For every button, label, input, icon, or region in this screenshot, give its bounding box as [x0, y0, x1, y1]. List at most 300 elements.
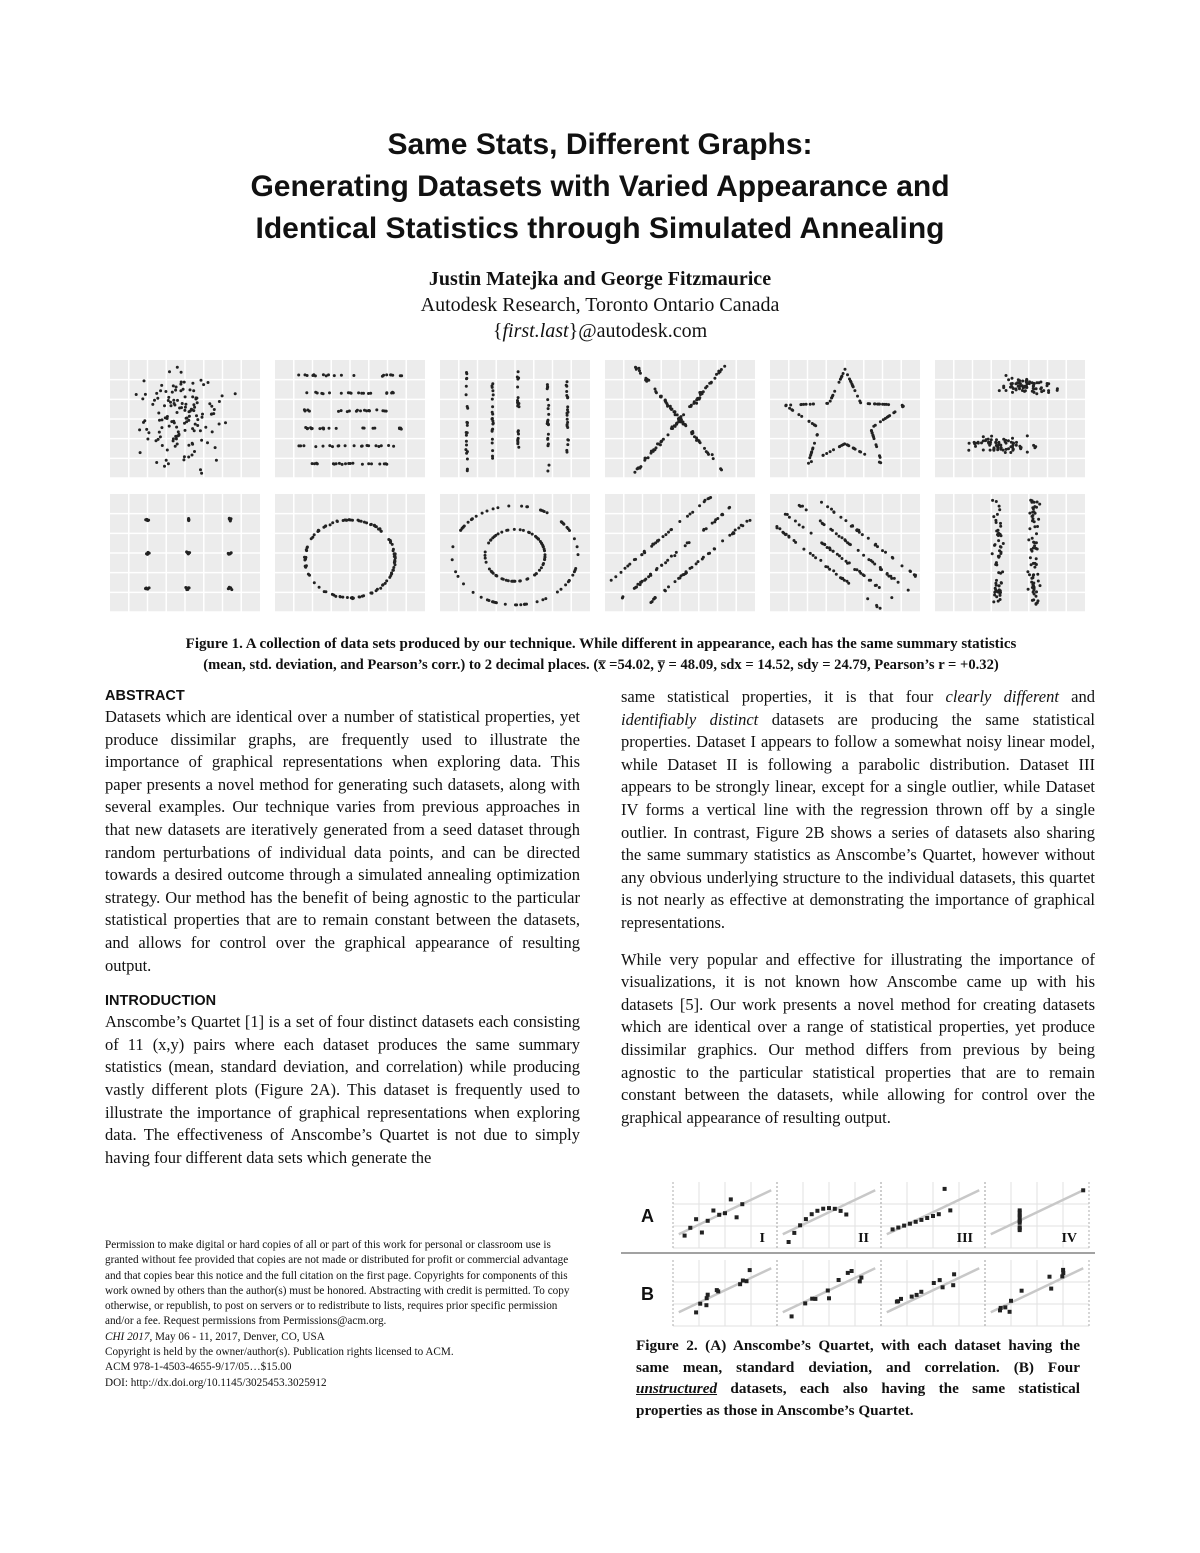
figure-1-point	[218, 423, 221, 426]
figure-1-point	[502, 578, 505, 581]
figure-1-point	[801, 505, 804, 508]
figure-1-point	[303, 556, 306, 559]
figure-1-point	[982, 435, 985, 438]
figure-2-point	[827, 1206, 831, 1210]
figure-1-point	[993, 447, 996, 450]
abstract-heading: ABSTRACT	[105, 688, 185, 704]
figure-1-point	[196, 401, 199, 404]
figure-2-point	[1009, 1299, 1013, 1303]
figure-1-point	[866, 597, 869, 600]
figure-1-point	[643, 551, 646, 554]
figure-1-point	[996, 513, 999, 516]
figure-1-point	[167, 462, 170, 465]
figure-1-point	[200, 379, 203, 382]
figure-1-point	[321, 427, 324, 430]
figure-2-point	[821, 1207, 825, 1211]
figure-1-point	[392, 445, 395, 448]
figure-1-panel-bullseye	[440, 494, 590, 616]
figure-1-point	[839, 516, 842, 519]
figure-1-point	[324, 525, 327, 528]
figure-1-point	[467, 521, 470, 524]
figure-1-point	[990, 438, 993, 441]
figure-1-point	[987, 442, 990, 445]
figure-1-point	[306, 374, 309, 377]
figure-1-point	[695, 436, 698, 439]
figure-1-point	[184, 586, 187, 589]
figure-1-point	[337, 445, 340, 448]
figure-1-point	[855, 529, 858, 532]
figure-2-point	[723, 1211, 727, 1215]
figure-1-point	[810, 460, 813, 463]
figure-1-point	[494, 534, 497, 537]
figure-1-point	[228, 586, 231, 589]
figure-1-point	[1005, 448, 1008, 451]
figure-1-point	[546, 387, 549, 390]
figure-1-point	[313, 462, 316, 465]
figure-1-point	[699, 391, 702, 394]
figure-1-point	[848, 378, 851, 381]
figure-1-point	[1024, 389, 1027, 392]
figure-1-point	[1011, 437, 1014, 440]
figure-1-point	[465, 444, 468, 447]
figure-1-point	[155, 392, 158, 395]
figure-1-point	[153, 399, 156, 402]
figure-1-point	[175, 386, 178, 389]
figure-1-point	[1000, 581, 1003, 584]
figure-1-point	[1032, 541, 1035, 544]
figure-1-point	[520, 505, 523, 508]
figure-1-point	[794, 541, 797, 544]
figure-1-point	[189, 388, 192, 391]
figure-1-point	[876, 403, 879, 406]
figure-1-point	[826, 505, 829, 508]
figure-1-point	[651, 450, 654, 453]
email-domain: }@autodesk.com	[568, 320, 708, 342]
figure-2-point	[839, 1209, 843, 1213]
figure-1-point	[517, 446, 520, 449]
figure-1-point	[721, 513, 724, 516]
paper-title	[0, 124, 1200, 250]
figure-1-point	[654, 596, 657, 599]
figure-1-point	[1005, 374, 1008, 377]
figure-1-point	[322, 392, 325, 395]
figure-1-point	[328, 391, 331, 394]
figure-2-point	[859, 1276, 863, 1280]
figure-1-panel-random-cloud	[110, 360, 260, 498]
figure-1-point	[686, 515, 689, 518]
figure-1-point	[568, 529, 571, 532]
figure-1-point	[664, 399, 667, 402]
figure-1-point	[313, 533, 316, 536]
figure-1-point	[385, 373, 388, 376]
figure-1-point	[363, 409, 366, 412]
figure-1-point	[689, 567, 692, 570]
figure-1-point	[830, 508, 833, 511]
figure-1-point	[172, 384, 175, 387]
figure-1-point	[184, 395, 187, 398]
figure-1-point	[379, 587, 382, 590]
figure-1-point	[331, 445, 334, 448]
acm-line: ACM 978-1-4503-4655-9/17/05…$15.00	[105, 1361, 292, 1374]
figure-1-point	[819, 519, 822, 522]
figure-1-point	[833, 390, 836, 393]
figure-1-point	[389, 541, 392, 544]
figure-1-point	[637, 466, 640, 469]
figure-1-point	[351, 596, 354, 599]
figure-1-point	[546, 511, 549, 514]
figure-1-point	[1018, 385, 1021, 388]
figure-1-point	[683, 573, 686, 576]
figure-1-point	[861, 533, 864, 536]
figure-1-point	[674, 413, 677, 416]
figure-1-point	[690, 404, 693, 407]
figure-1-point	[1035, 541, 1038, 544]
figure-1-point	[338, 462, 341, 465]
figure-2-panel-b-1	[673, 1260, 777, 1326]
venue-line	[105, 1330, 585, 1345]
figure-1-point	[1015, 444, 1018, 447]
author-names: Justin Matejka and George Fitzmaurice	[428, 268, 772, 290]
figure-1-point	[391, 374, 394, 377]
figure-1-point	[465, 371, 468, 374]
figure-1-point	[842, 372, 845, 375]
figure-1-point	[852, 385, 855, 388]
figure-2-point	[943, 1187, 947, 1191]
figure-1-point	[1028, 573, 1031, 576]
figure-1-point	[994, 441, 997, 444]
figure-1-point	[145, 519, 148, 522]
figure-1-point	[368, 409, 371, 412]
figure-1-point	[994, 543, 997, 546]
figure-1-point	[1007, 439, 1010, 442]
figure-1-point	[191, 427, 194, 430]
figure-1-point	[1035, 595, 1038, 598]
figure-1-point	[1029, 556, 1032, 559]
figure-1-point	[163, 465, 166, 468]
figure-2-point	[704, 1303, 708, 1307]
figure-1-point	[1011, 391, 1014, 394]
figure-1-point	[721, 539, 724, 542]
figure-1-point	[160, 384, 163, 387]
figure-2-point	[748, 1268, 752, 1272]
figure-1-point	[382, 583, 385, 586]
figure-1-point	[491, 405, 494, 408]
figure-1-point	[161, 418, 164, 421]
figure-1-point	[875, 443, 878, 446]
figure-1-point	[355, 410, 358, 413]
panel-label: IV	[1061, 1231, 1077, 1246]
right-paragraph-1	[621, 686, 1095, 935]
figure-1-point	[816, 433, 819, 436]
figure-1-point	[191, 395, 194, 398]
figure-1-point	[673, 554, 676, 557]
figure-1-point	[867, 558, 870, 561]
figure-1-point	[1037, 580, 1040, 583]
figure-1-point	[344, 462, 347, 465]
figure-1-point	[518, 580, 521, 583]
figure-1-point	[1019, 447, 1022, 450]
figure-1-panel-vertical-band	[935, 494, 1085, 616]
figure-1-point	[1000, 446, 1003, 449]
figure-1-point	[713, 520, 716, 523]
figure-1-point	[798, 523, 801, 526]
figure-1-point	[728, 507, 731, 510]
figure-1-point	[195, 414, 198, 417]
figure-2-point	[1081, 1188, 1085, 1192]
figure-1-point	[640, 553, 643, 556]
figure-1-point	[802, 526, 805, 529]
figure-1-point	[655, 446, 658, 449]
figure-2-point	[698, 1302, 702, 1306]
figure-1-point	[678, 520, 681, 523]
figure-1-point	[825, 452, 828, 455]
figure-1-point	[341, 596, 344, 599]
figure-1-point	[373, 427, 376, 430]
figure-1-point	[1010, 382, 1013, 385]
figure-1-point	[1021, 380, 1024, 383]
figure-1-point	[1032, 562, 1035, 565]
venue-details: May 06 - 11, 2017, Denver, CO, USA	[152, 1330, 325, 1343]
figure-1-point	[546, 398, 549, 401]
figure-1-point	[313, 581, 316, 584]
figure-1-point	[199, 468, 202, 471]
figure-1-point	[689, 513, 692, 516]
figure-1-point	[176, 443, 179, 446]
figure-1-point	[832, 550, 835, 553]
figure-1-point	[707, 497, 710, 500]
figure-1-point	[695, 402, 698, 405]
figure-1-point	[713, 547, 716, 550]
figure-1-point	[799, 403, 802, 406]
figure-1-point	[163, 404, 166, 407]
figure-1-point	[666, 405, 669, 408]
figure-1-panel-star	[770, 360, 920, 498]
figure-1-point	[516, 399, 519, 402]
figure-1-point	[574, 567, 577, 570]
figure-1-point	[195, 397, 198, 400]
figure-2-point	[711, 1209, 715, 1213]
figure-1-point	[346, 410, 349, 413]
figure-1-point	[361, 595, 364, 598]
figure-1-point	[812, 403, 815, 406]
figure-1-point	[852, 447, 855, 450]
figure-1-point	[363, 521, 366, 524]
right-column	[621, 686, 1095, 1129]
figure-1-point	[335, 427, 338, 430]
caption-emphasis: unstructured	[636, 1380, 718, 1397]
figure-1-point	[465, 385, 468, 388]
figure-1-point	[734, 529, 737, 532]
figure-1-point	[538, 569, 541, 572]
figure-1-point	[811, 447, 814, 450]
figure-1-point	[678, 416, 681, 419]
figure-1-point	[475, 515, 478, 518]
figure-1-point	[995, 438, 998, 441]
figure-1-point	[491, 417, 494, 420]
figure-1-point	[541, 598, 544, 601]
figure-1-point	[662, 535, 665, 538]
figure-2-point	[846, 1271, 850, 1275]
figure-1-grid	[110, 360, 1090, 616]
figure-2-point	[827, 1296, 831, 1300]
figure-1-point	[491, 423, 494, 426]
figure-1-point	[172, 420, 175, 423]
figure-2-point	[951, 1283, 955, 1287]
figure-1-point	[547, 419, 550, 422]
figure-1-point	[213, 408, 216, 411]
figure-1-point	[351, 462, 354, 465]
figure-1-point	[844, 368, 847, 371]
figure-1-point	[385, 579, 388, 582]
figure-2-point	[803, 1301, 807, 1305]
figure-1-point	[704, 499, 707, 502]
figure-1-point	[808, 420, 811, 423]
figure-1-point	[1035, 557, 1038, 560]
figure-1-point	[363, 427, 366, 430]
figure-1-point	[874, 543, 877, 546]
figure-1-point	[887, 575, 890, 578]
figure-1-point	[358, 596, 361, 599]
figure-1-point	[176, 435, 179, 438]
figure-2-point	[1049, 1287, 1053, 1291]
figure-1-point	[491, 536, 494, 539]
figure-1-point	[548, 464, 551, 467]
figure-2-point	[902, 1224, 906, 1228]
figure-1-point	[872, 434, 875, 437]
figure-1-point	[491, 455, 494, 458]
figure-1-point	[166, 417, 169, 420]
figure-1-point	[565, 449, 568, 452]
figure-1-point	[138, 428, 141, 431]
figure-1-point	[168, 425, 171, 428]
figure-1-point	[564, 583, 567, 586]
figure-1-point	[1010, 385, 1013, 388]
figure-1-point	[819, 559, 822, 562]
figure-1-point	[998, 588, 1001, 591]
figure-1-point	[312, 373, 315, 376]
figure-1-point	[535, 536, 538, 539]
figure-1-point	[566, 396, 569, 399]
figure-1-point	[809, 552, 812, 555]
figure-1-point	[519, 528, 522, 531]
figure-1-point	[695, 562, 698, 565]
figure-1-point	[997, 534, 1000, 537]
figure-2-point	[833, 1207, 837, 1211]
figure-1-point	[891, 557, 894, 560]
figure-1-point	[543, 510, 546, 513]
figure-1-point	[179, 383, 182, 386]
figure-1-point	[809, 403, 812, 406]
figure-2-point	[740, 1202, 744, 1206]
figure-1-point	[333, 374, 336, 377]
figure-1-point	[867, 537, 870, 540]
figure-2-point	[694, 1310, 698, 1314]
figure-1-point	[487, 542, 490, 545]
figure-1-point	[571, 574, 574, 577]
figure-2-point	[804, 1217, 808, 1221]
figure-1-point	[190, 408, 193, 411]
right-paragraph-2: While very popular and effective for illustrating the importance of visualizations, it is not known how Anscombe came up with his datasets [5]. Our work presents a novel method for creating datasets which are identical over a range of statistical properties, yet produce dissimilar graphics. Our method differs from previous by being agnostic to the particular statistical properties that are to remain constant between the datasets, while allowing for control over the graphical appearance of resulting output.	[621, 949, 1095, 1127]
figure-2-point	[790, 1314, 794, 1318]
figure-2-point	[1018, 1219, 1022, 1223]
figure-1-point	[187, 419, 190, 422]
figure-1-point	[191, 382, 194, 385]
figure-1-point	[1030, 581, 1033, 584]
figure-1-point	[345, 519, 348, 522]
figure-1-point	[204, 426, 207, 429]
figure-1-point	[682, 413, 685, 416]
figure-1-point	[873, 437, 876, 440]
figure-1-point	[184, 403, 187, 406]
figure-1-point	[1004, 451, 1007, 454]
figure-1-point	[840, 376, 843, 379]
figure-1-point	[1033, 566, 1036, 569]
figure-1-point	[369, 523, 372, 526]
figure-1-point	[685, 570, 688, 573]
figure-1-point	[316, 462, 319, 465]
figure-1-point	[547, 407, 550, 410]
figure-1-point	[813, 442, 816, 445]
caption-text: Figure 2. (A) Anscombe’s Quartet, with each dataset having the same mean, standard deviation, and correlation. (B) Four	[636, 1337, 1080, 1376]
figure-2-panel-b-3	[881, 1260, 985, 1326]
figure-1-point	[347, 391, 350, 394]
figure-1-point	[973, 441, 976, 444]
figure-1-point	[175, 426, 178, 429]
figure-1-point	[306, 409, 309, 412]
panel-label: I	[759, 1231, 765, 1246]
figure-1-point	[1038, 503, 1041, 506]
figure-1-point	[543, 556, 546, 559]
figure-2-point	[745, 1279, 749, 1283]
figure-1-point	[638, 367, 641, 370]
figure-1-point	[664, 589, 667, 592]
left-column	[105, 686, 580, 1169]
figure-2-point	[1003, 1305, 1007, 1309]
figure-1-point	[382, 374, 385, 377]
figure-1-point	[670, 408, 673, 411]
figure-2-point	[738, 1282, 742, 1286]
figure-1-point	[873, 402, 876, 405]
figure-1-point	[156, 397, 159, 400]
figure-1-point	[496, 506, 499, 509]
figure-1-point	[1032, 444, 1035, 447]
figure-1-point	[392, 549, 395, 552]
figure-1-point	[826, 402, 829, 405]
figure-1-point	[531, 533, 534, 536]
figure-1-point	[701, 558, 704, 561]
figure-1-point	[491, 389, 494, 392]
figure-2-point	[815, 1209, 819, 1213]
figure-1-point	[711, 453, 714, 456]
figure-2-point	[688, 1226, 692, 1230]
figure-1-point	[814, 424, 817, 427]
figure-1-point	[802, 548, 805, 551]
figure-1-point	[533, 574, 536, 577]
figure-1-point	[182, 458, 185, 461]
figure-1-point	[1035, 392, 1038, 395]
figure-1-point	[183, 409, 186, 412]
figure-1-point	[507, 505, 510, 508]
figure-1-point	[997, 529, 1000, 532]
figure-1-point	[624, 567, 627, 570]
figure-1-point	[884, 551, 887, 554]
figure-1-point	[660, 440, 663, 443]
figure-1-point	[710, 382, 713, 385]
figure-1-point	[1009, 451, 1012, 454]
figure-1-point	[1035, 532, 1038, 535]
figure-1-point	[182, 388, 185, 391]
figure-1-point	[377, 528, 380, 531]
